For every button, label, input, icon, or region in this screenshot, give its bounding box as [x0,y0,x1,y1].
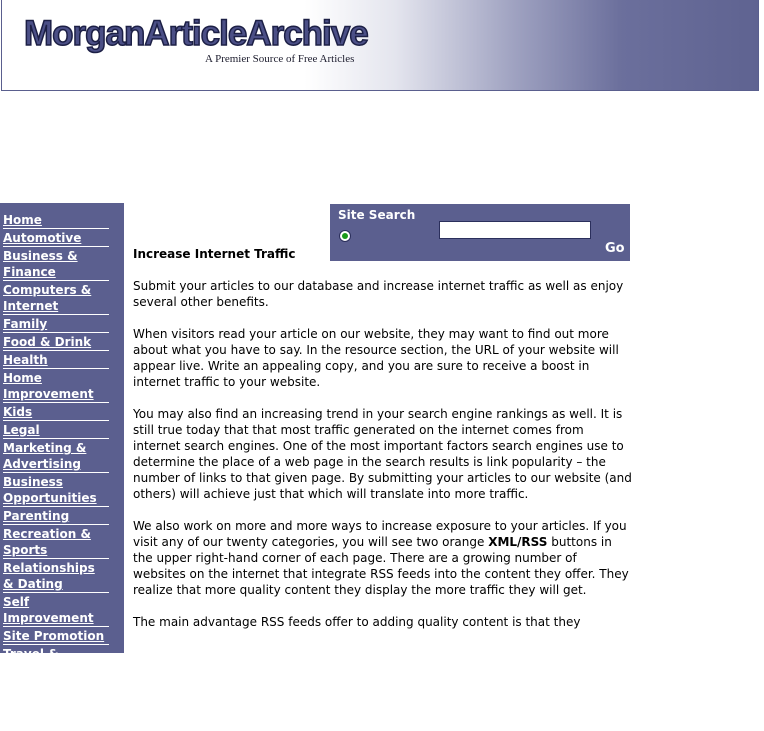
sidebar-link-web-development[interactable]: Web Development [3,681,93,711]
sidebar-item [3,593,109,627]
sidebar-link-home[interactable]: Home [3,213,42,227]
article-text: buttons in the upper right-hand corner of each page. There are a growing number of websites on the internet that integrate RSS feeds into the content they offer. They realize that more quality content they display the more traffic they will get. [133,535,629,597]
sidebar-link-recreation-sports[interactable]: Recreation & Sports [3,527,91,557]
sidebar-item [3,369,109,403]
category-sidebar [0,203,124,729]
site-header [1,0,759,91]
article-paragraph [133,518,633,598]
sidebar-link-self-improvement[interactable]: Self Improvement [3,595,94,625]
sidebar-link-business-finance[interactable]: Business & Finance [3,249,78,279]
sidebar-item [3,439,109,473]
sidebar-link-site-promotion[interactable]: Site Promotion [3,629,105,643]
sidebar-item [3,421,109,439]
sidebar-link-relationships-dating[interactable]: Relationships & Dating [3,561,95,591]
article-paragraph: The main advantage RSS feeds offer to adding quality content is that they [133,615,581,629]
sidebar-item [3,559,109,593]
sidebar-item [3,525,109,559]
sidebar-link-home-improvement[interactable]: Home Improvement [3,371,94,401]
sidebar-item [3,713,109,731]
sidebar-link-marketing-advertising[interactable]: Marketing & Advertising [3,441,87,471]
site-search-label: Site Search [338,208,416,222]
sidebar-link-food-drink[interactable]: Food & Drink [3,335,92,349]
sidebar-link-legal[interactable]: Legal [3,423,40,437]
article-title: Increase Internet Traffic [133,247,296,261]
category-nav-list [0,203,124,731]
sidebar-link-women[interactable]: Women [3,715,54,729]
sidebar-link-computers-internet[interactable]: Computers & Internet [3,283,92,313]
sidebar-item [3,281,109,315]
article-content [133,246,633,646]
sidebar-item [3,247,109,281]
search-input[interactable] [439,221,591,239]
sidebar-item [3,627,109,645]
xml-rss-label: XML/RSS [488,535,548,549]
sidebar-item [3,315,109,333]
sidebar-link-health[interactable]: Health [3,353,48,367]
sidebar-link-business-opportunities[interactable]: Business Opportunities [3,475,97,505]
sidebar-link-travel-leisure[interactable]: Travel & Leisure [3,647,59,677]
article-paragraph: You may also find an increasing trend in your search engine rankings as well. It is still true today that that most traffic generated on the internet comes from internet search engines. One of the most important factors search engines use to determine the place of a web page in the search results is link popularity – the number of links to that given page. By submitting your articles to our website (and others) will achieve just that which will translate into more traffic. [133,407,632,501]
search-scope-radio[interactable] [339,230,351,242]
article-paragraph: When visitors read your article on our website, they may want to find out more about what you have to say. In the resource section, the URL of your website will appear live. Write an appealing copy, and you are sure to receive a boost in internet traffic to your website. [133,327,619,389]
sidebar-item [3,211,109,229]
sidebar-item [3,229,109,247]
sidebar-item [3,351,109,369]
sidebar-link-parenting[interactable]: Parenting [3,509,70,523]
sidebar-link-family[interactable]: Family [3,317,48,331]
sidebar-item [3,473,109,507]
sidebar-item [3,403,109,421]
article-paragraph: Submit your articles to our database and increase internet traffic as well as enjoy several other benefits. [133,279,624,309]
search-go-button[interactable]: Go [605,241,625,256]
sidebar-item [3,333,109,351]
sidebar-link-kids[interactable]: Kids [3,405,33,419]
site-logo[interactable]: MorganArticleArchive [24,14,368,53]
sidebar-item [3,679,109,713]
article-text: We also work on more and more ways to increase exposure to your articles. If you visit any of our twenty categories, you will see two orange [133,519,627,549]
sidebar-item [3,507,109,525]
sidebar-link-automotive[interactable]: Automotive [3,231,82,245]
site-tagline: A Premier Source of Free Articles [205,53,355,65]
sidebar-item [3,645,109,679]
